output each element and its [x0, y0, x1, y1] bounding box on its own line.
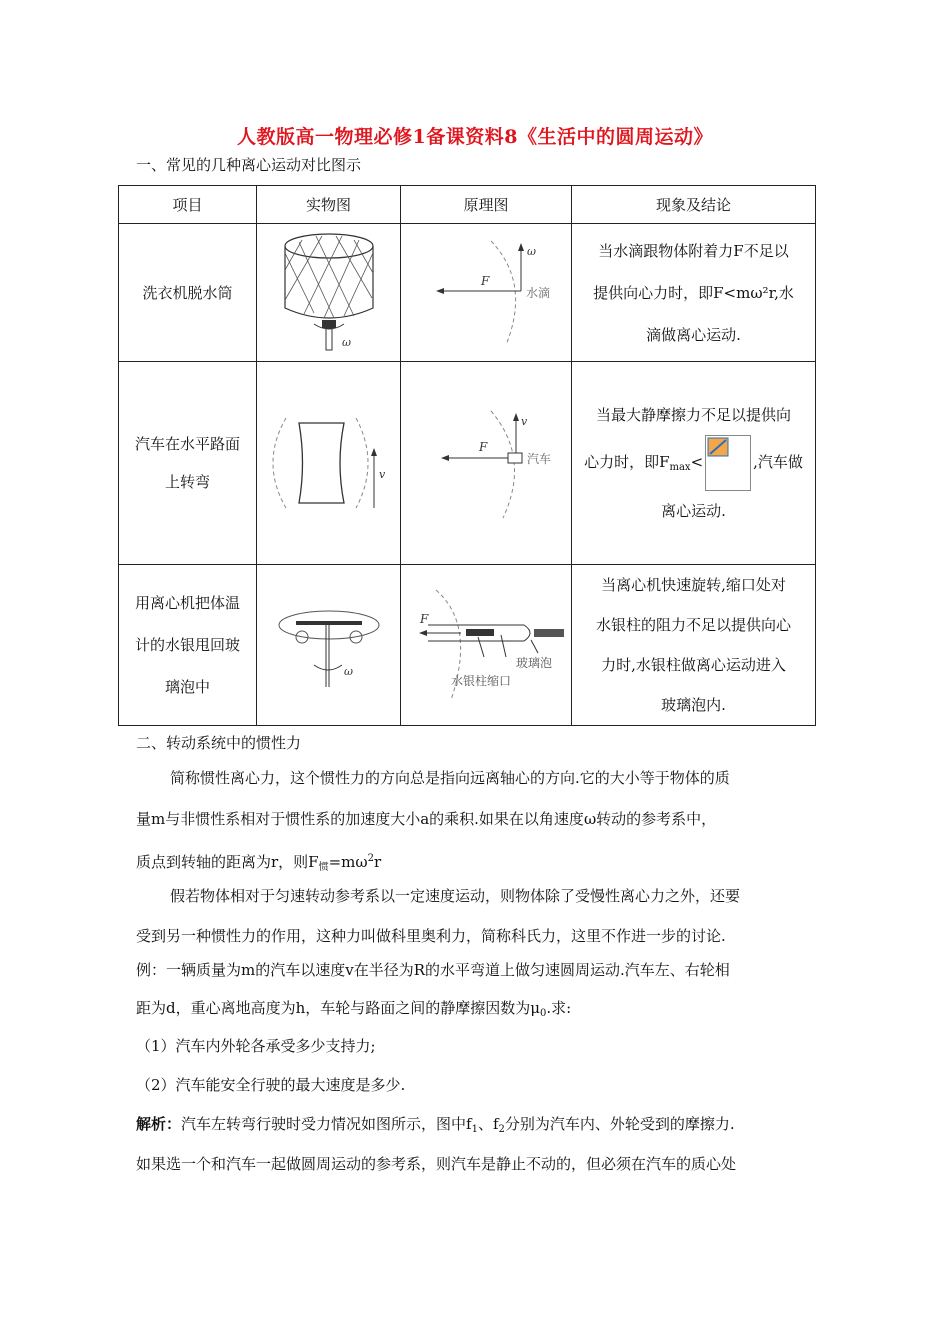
table-row	[119, 565, 816, 726]
header-photo: 实物图	[257, 186, 401, 224]
comparison-table	[118, 185, 816, 726]
paragraph-1-line-2: 量m与非惯性系相对于惯性系的加速度大小a的乘积.如果在以角速度ω转动的参考系中，	[136, 810, 717, 828]
table-row	[119, 362, 816, 565]
question-2: （2）汽车能安全行驶的最大速度是多少.	[136, 1076, 406, 1094]
item-washer: 洗衣机脱水筒	[142, 283, 233, 302]
thermometer-principle-diagram	[406, 585, 566, 705]
svg-text:F: F	[420, 612, 429, 626]
svg-text:v: v	[378, 468, 385, 481]
paragraph-2-line-2: 受到另一种惯性力的作用，这种力叫做科里奥利力，简称科氏力，这里不作进一步的讨论.	[136, 927, 726, 945]
omega-label: ω	[341, 335, 351, 349]
car-turn-figure	[264, 408, 394, 518]
conclusion-centrifuge: 当离心机快速旋转,缩口处对 水银柱的阻力不足以提供向心 力时,水银柱做离心运动进入 玻璃泡内.	[595, 576, 791, 714]
answer-line-2: 如果选一个和汽车一起做圆周运动的参考系，则汽车是静止不动的，但必须在汽车的质心处	[136, 1155, 737, 1173]
washer-drum-figure	[274, 228, 384, 358]
svg-text:汽车: 汽车	[527, 452, 552, 466]
answer-label: 解析：	[136, 1115, 182, 1133]
svg-text:ω: ω	[343, 665, 353, 678]
table-row	[119, 224, 816, 362]
item-centrifuge: 用离心机把体温 计的水银甩回玻 璃泡中	[134, 594, 240, 696]
conclusion-car: 当最大静摩擦力不足以提供向 心力时，即$F_{max}<$ ,汽车做 离心运动.	[584, 406, 803, 520]
item-car-turn: 汽车在水平路面 上转弯	[134, 435, 240, 491]
svg-text:v: v	[521, 415, 528, 428]
svg-text:F: F	[479, 440, 488, 454]
example-line-2: 距为d，重心离地高度为h，车轮与路面之间的静摩擦因数为$\mu_0$.求:	[136, 999, 572, 1019]
formula-image-placeholder	[705, 435, 751, 491]
svg-text:水滴: 水滴	[526, 285, 551, 300]
section-heading-2: 二、转动系统中的惯性力	[136, 734, 302, 752]
section-heading-1: 一、常见的几种离心运动对比图示	[136, 156, 362, 174]
svg-text:ω: ω	[527, 244, 536, 258]
paragraph-2-line-1: 假若物体相对于匀速转动参考系以一定速度运动，则物体除了受慢性离心力之外，还要	[170, 887, 741, 905]
conclusion-washer: 当水滴跟物体附着力F不足以 提供向心力时，即F<mω²r,水 滴做离心运动.	[593, 241, 794, 344]
centrifuge-figure	[264, 595, 394, 695]
answer-line-1: 解析：汽车左转弯行驶时受力情况如图所示，图中$f_1$、$f_2$分别为汽车内、外轮受到的摩擦力.	[136, 1115, 735, 1135]
paragraph-1-line-3: 质点到转轴的距离为r，则$F_惯=m\omega^2r$	[136, 853, 382, 873]
svg-text:F: F	[481, 273, 490, 288]
svg-text:玻璃泡: 玻璃泡	[516, 656, 553, 670]
header-item: 项目	[119, 186, 257, 224]
svg-text:水银柱缩口: 水银柱缩口	[451, 674, 512, 688]
header-conclusion: 现象及结论	[572, 186, 816, 224]
document-title: 人教版高一物理必修1备课资料8《生活中的圆周运动》	[237, 126, 713, 148]
example-line-1: 例：一辆质量为m的汽车以速度v在半径为R的水平弯道上做匀速圆周运动.汽车左、右轮相	[136, 961, 730, 979]
washer-principle-diagram	[411, 233, 561, 353]
question-1: （1）汽车内外轮各承受多少支持力;	[136, 1037, 376, 1055]
paragraph-1-line-1: 简称惯性离心力，这个惯性力的方向总是指向远离轴心的方向.它的大小等于物体的质	[170, 769, 730, 787]
car-principle-diagram	[411, 403, 561, 523]
table-header-row	[119, 186, 816, 224]
header-principle: 原理图	[401, 186, 572, 224]
